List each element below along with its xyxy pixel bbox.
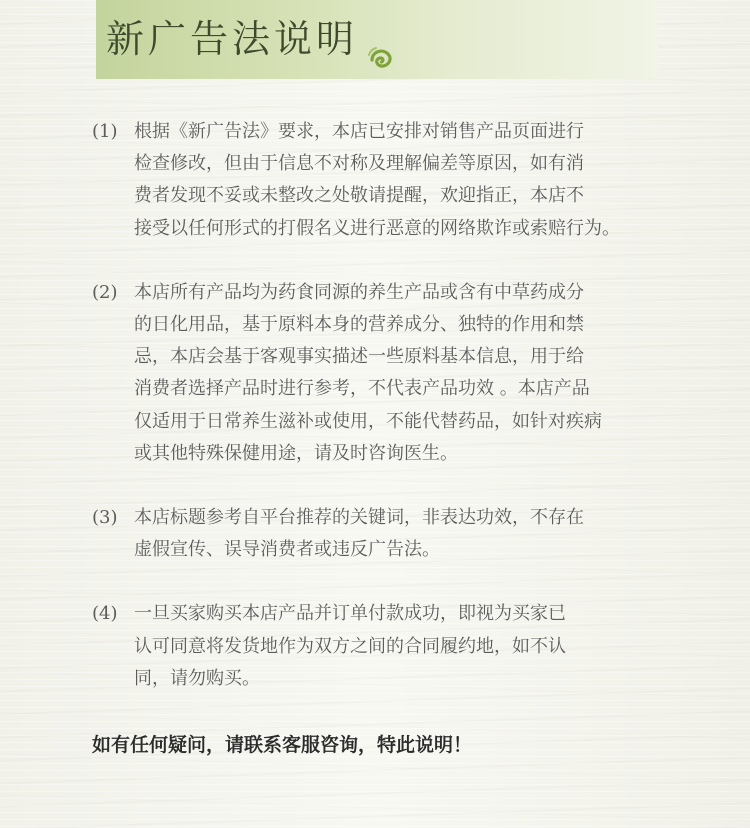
notice-item (92, 598, 692, 695)
swirl-ornament-icon (366, 42, 396, 70)
notice-number: (2) (92, 281, 118, 303)
notice-number: (1) (92, 121, 118, 142)
notice-text: 根据《新广告法》要求，本店已安排对销售产品页面进行 检查修改，但由于信息不对称及理解偏差等原因，如有消 费者发现不妥或未整改之处敬请提醒，欢迎指正，本店不 接受以任何形式的打假名义进行恶意的网络欺诈或索赔行为。 (134, 121, 620, 239)
closing-statement: 如有任何疑问，请联系客服咨询，特此说明！ (92, 734, 473, 756)
notice-text: 本店标题参考自平台推荐的关键词，非表达功效，不存在 虚假宣传、误导消费者或违反广告法。 (134, 507, 584, 561)
notice-text: 本店所有产品均为药食同源的养生产品或含有中草药成分 的日化用品，基于原料本身的营养成分、独特的作用和禁 忌，本店会基于客观事实描述一些原料基本信息，用于给 消费者选择产品时进行参考，不代表产品功效 。本店产品 仅适用于日常养生滋补或使用，不能代替药品，如针对疾病 或其他特殊保健用途，请及时咨询医生。 (134, 281, 602, 464)
notice-item (92, 277, 692, 470)
notice-number: (3) (92, 507, 118, 529)
notice-text: 一旦买家购买本店产品并订单付款成功，即视为买家已 认可同意将发货地作为双方之间的合同履约地，如不认 同，请勿购买。 (134, 603, 566, 689)
notice-item (92, 502, 692, 566)
page-title: 新广告法说明 (106, 17, 359, 61)
notice-list (92, 116, 692, 727)
notice-item (92, 116, 692, 245)
notice-number: (4) (92, 603, 118, 625)
